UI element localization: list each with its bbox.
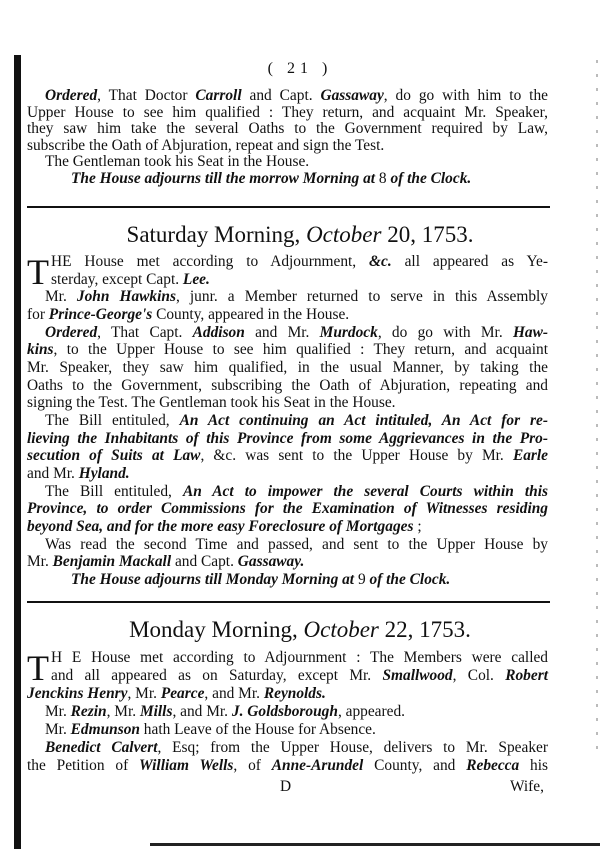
- text-run: , &c. was sent to the Upper House by Mr.: [200, 447, 513, 465]
- text-run: Mr. Speaker, they saw him qualified, in the usual Manner, by taking the: [27, 358, 548, 376]
- italic-run: Pearce: [160, 685, 205, 702]
- italic-run: of the Clock.: [386, 169, 472, 187]
- text-line: [27, 154, 548, 171]
- text-line: [27, 571, 548, 589]
- italic-run: Gassaway.: [237, 553, 305, 571]
- text-line: [27, 518, 548, 536]
- section-divider: [27, 206, 550, 208]
- text-run: Oaths to the Government, subscribing the Oath of Abjuration, repeating and: [27, 376, 548, 394]
- text-run: , Mr.: [127, 685, 161, 702]
- italic-run: Murdock: [319, 323, 378, 341]
- italic-run: secution of Suits at Law: [27, 447, 201, 465]
- signature-mark: D: [280, 778, 292, 795]
- italic-run: Haw-: [512, 323, 548, 341]
- text-line: [27, 685, 548, 703]
- section-heading-saturday: [0, 222, 600, 248]
- text-line: [27, 306, 548, 324]
- section-heading-monday: [0, 617, 600, 643]
- heading-day: Saturday Morning,: [126, 222, 307, 247]
- text-run: the Petition of: [27, 757, 140, 774]
- italic-run: Reynolds.: [263, 685, 326, 702]
- italic-run: Jenckins Henry: [27, 685, 128, 702]
- text-line: [27, 377, 548, 395]
- text-run: The Gentleman took his Seat in the House.: [45, 153, 310, 171]
- text-run: Mr.: [27, 553, 53, 571]
- section-divider: [27, 601, 550, 603]
- text-run: , That Capt.: [97, 323, 193, 341]
- italic-run: kins: [27, 341, 54, 359]
- page-bottom-edge: [150, 843, 600, 846]
- proceedings-block-1: [27, 88, 548, 188]
- page-number: ( 21 ): [267, 60, 333, 77]
- italic-run: Gassaway: [320, 87, 384, 104]
- text-run: signing the Test. The Gentleman took his Seat in the House.: [27, 394, 396, 412]
- italic-run: Benjamin Mackall: [52, 553, 172, 571]
- italic-run: John Hawkins: [76, 288, 176, 306]
- text-run: , to the Upper House to see him qualified : They return, and acquaint: [53, 341, 548, 359]
- text-line: [27, 121, 548, 138]
- text-line: [27, 288, 548, 306]
- text-run: Mr.: [45, 288, 77, 306]
- text-line: [27, 341, 548, 359]
- italic-run: The House adjourns till the morrow Morning at: [71, 169, 379, 187]
- text-line: [27, 500, 548, 518]
- italic-run: Ordered: [45, 87, 98, 104]
- text-run: and Capt.: [241, 87, 321, 104]
- text-line: [27, 739, 548, 757]
- text-run: , do go with him to the: [383, 87, 548, 104]
- italic-run: Robert: [505, 667, 548, 684]
- italic-run: Ordered: [45, 323, 98, 341]
- text-line: [27, 757, 548, 775]
- text-line: [27, 430, 548, 448]
- italic-run: An Act to impower the several Courts within this: [182, 482, 549, 500]
- text-run: hath Leave of the House for Absence.: [139, 721, 376, 738]
- text-line: [27, 394, 548, 412]
- italic-run: beyond Sea, and for the more easy Foreclosure of Mortgages: [27, 517, 414, 535]
- text-line: [27, 703, 548, 721]
- text-run: , Esq; from the Upper House, delivers to Mr. Speaker: [157, 739, 549, 756]
- italic-run: Edmunson: [70, 721, 140, 738]
- page-binding-edge: [14, 55, 21, 849]
- text-line: [27, 721, 548, 739]
- drop-cap: T: [27, 648, 49, 688]
- catchword: Wife,: [510, 778, 544, 795]
- text-line: [27, 465, 548, 483]
- italic-run: lieving the Inhabitants of this Province from some Aggrievances in the Pro-: [27, 429, 548, 447]
- text-run: Was read the second Time and passed, and sent to the Upper House by: [45, 535, 548, 553]
- italic-run: &c.: [369, 253, 392, 270]
- italic-run: The House adjourns till Monday Morning at: [71, 570, 358, 588]
- scan-artifact: [596, 60, 598, 760]
- text-run: they saw him take the several Oaths to the Government required by Law,: [27, 120, 548, 138]
- italic-run: Anne-Arundel: [271, 757, 364, 774]
- italic-run: Smallwood: [382, 667, 453, 684]
- proceedings-block-3: [27, 649, 548, 775]
- text-run: 8: [378, 169, 387, 187]
- text-run: County, and: [363, 757, 467, 774]
- text-line: [27, 412, 548, 430]
- text-line: [27, 88, 548, 105]
- text-run: sterday, except Capt.: [51, 270, 183, 288]
- text-line: [27, 553, 548, 571]
- italic-run: Province, to order Commissions for the Examination of Witnesses residing: [27, 500, 548, 518]
- text-line: [27, 138, 548, 155]
- italic-run: Rebecca: [466, 757, 520, 774]
- text-run: , Col.: [452, 667, 506, 684]
- text-run: for: [27, 305, 49, 323]
- text-run: The Bill entituled,: [45, 482, 183, 500]
- text-run: 9: [357, 570, 366, 588]
- text-run: , appeared.: [337, 703, 406, 720]
- text-line: [27, 447, 548, 465]
- text-run: all appeared as Ye-: [391, 253, 548, 270]
- italic-run: Earle: [512, 447, 548, 465]
- italic-run: Hyland.: [78, 464, 130, 482]
- italic-run: Benedict Calvert: [45, 739, 158, 756]
- italic-run: Prince-George's: [48, 305, 153, 323]
- text-line: [27, 359, 548, 377]
- text-run: Upper House to see him qualified : They return, and acquaint Mr. Speaker,: [27, 103, 548, 121]
- italic-run: Addison: [192, 323, 245, 341]
- text-line: [27, 171, 548, 188]
- text-run: County, appeared in the House.: [152, 305, 350, 323]
- italic-run: of the Clock.: [365, 570, 451, 588]
- heading-date: 22, 1753.: [378, 617, 471, 642]
- text-run: Mr.: [45, 721, 71, 738]
- heading-month: October: [303, 617, 379, 642]
- proceedings-block-2: [27, 253, 548, 588]
- heading-month: October: [306, 222, 382, 247]
- text-run: The Bill entituled,: [45, 411, 180, 429]
- heading-date: 20, 1753.: [381, 222, 474, 247]
- text-run: , and Mr.: [204, 685, 264, 702]
- italic-run: J. Goldsborough: [231, 703, 338, 720]
- italic-run: Lee.: [182, 270, 210, 288]
- text-run: and all appeared as on Saturday, except Mr.: [51, 667, 383, 684]
- italic-run: Rezin: [70, 703, 107, 720]
- text-run: Mr.: [45, 703, 71, 720]
- text-run: HE House met according to Adjournment,: [51, 253, 370, 270]
- italic-run: Mills: [139, 703, 173, 720]
- text-run: and Mr.: [27, 464, 79, 482]
- heading-day: Monday Morning,: [129, 617, 304, 642]
- text-run: H E House met according to Adjournment : The Members were called: [51, 649, 548, 666]
- text-line: [27, 105, 548, 122]
- text-line: [27, 667, 548, 685]
- text-line: [27, 483, 548, 501]
- text-run: , Mr.: [106, 703, 140, 720]
- text-run: and Capt.: [171, 553, 238, 571]
- text-line: [27, 649, 548, 667]
- text-run: , junr. a Member returned to serve in this Assembly: [175, 288, 549, 306]
- text-run: , That Doctor: [97, 87, 196, 104]
- drop-cap: T: [27, 252, 49, 292]
- text-run: , do go with Mr.: [377, 323, 513, 341]
- text-run: and Mr.: [244, 323, 320, 341]
- text-run: , of: [233, 757, 272, 774]
- text-line: [27, 253, 548, 271]
- italic-run: An Act continuing an Act intituled, An Act for re-: [179, 411, 548, 429]
- text-run: subscribe the Oath of Abjuration, repeat and sign the Test.: [27, 136, 385, 154]
- italic-run: Carroll: [195, 87, 242, 104]
- text-run: ;: [413, 517, 422, 535]
- text-line: [27, 536, 548, 554]
- text-line: [27, 271, 548, 289]
- text-run: , and Mr.: [172, 703, 232, 720]
- italic-run: William Wells: [139, 757, 234, 774]
- text-line: [27, 324, 548, 342]
- text-run: his: [519, 757, 549, 774]
